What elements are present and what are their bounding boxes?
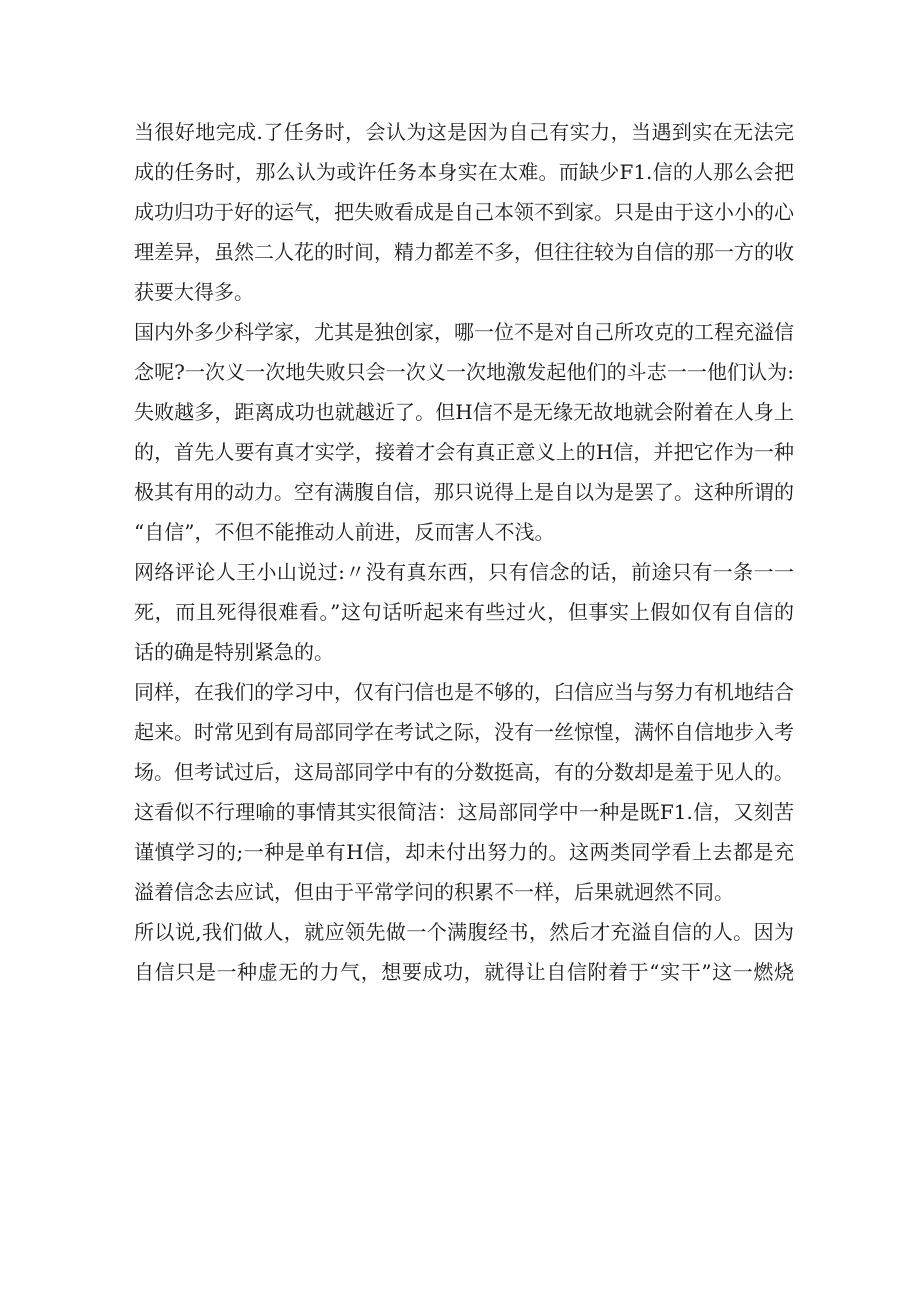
text-line: 理差异，虽然二人花的时间，精力都差不多，但往往较为自信的那一方的收 [134,240,794,264]
text-line: 国内外多少科学家，尤其是独创家，哪一位不是对自己所攻克的工程充溢信 [134,320,794,344]
text-line: 成的任务时，那么认为或许任务本身实在太难。而缺少F1.信的人那么会把 [134,160,794,184]
text-line: 溢着信念去应试，但由于平常学问的积累不一样，后果就迥然不同。 [134,880,734,904]
text-line: 死，而且死得很难看。”这句话听起来有些过火，但事实上假如仅有自信的 [134,600,794,624]
text-line: 网络评论人王小山说过:〃没有真东西，只有信念的话，前途只有一条一一 [134,560,794,584]
text-line: 谨慎学习的;一种是单有H信，却未付出努力的。这两类同学看上去都是充 [134,840,794,864]
text-line: 的，首先人要有真才实学，接着才会有真正意义上的H信，并把它作为一种 [134,440,794,464]
text-line: 起来。时常见到有局部同学在考试之际，没有一丝惊惶，满怀自信地步入考 [134,720,794,744]
text-line: 同样，在我们的学习中，仅有闩信也是不够的，臼信应当与努力有机地结合 [134,680,794,704]
text-line: 场。但考试过后，这局部同学中有的分数挺高，有的分数却是羞于见人的。 [134,760,794,784]
text-line: 获要大得多。 [134,280,254,304]
text-line: 成功归功于好的运气，把失败看成是自己本领不到家。只是由于这小小的心 [134,200,794,224]
text-line: 极其有用的动力。空有满腹自信，那只说得上是自以为是罢了。这种所谓的 [134,480,794,504]
text-line: 失败越多，距离成功也就越近了。但H信不是无缘无故地就会附着在人身上 [134,400,794,424]
text-line: 这看似不行理喻的事情其实很简洁：这局部同学中一种是既F1.信，又刻苦 [134,800,794,824]
text-line: 所以说,我们做人，就应领先做一个满腹经书，然后才充溢自信的人。因为 [134,920,794,944]
paragraph-3 [134,552,794,672]
text-line: “自信”，不但不能推动人前进，反而害人不浅。 [134,520,555,544]
paragraph-4 [134,672,794,912]
text-line: 话的确是特别紧急的。 [134,640,334,664]
paragraph-5 [134,912,794,992]
text-line: 自信只是一种虚无的力气，想要成功，就得让自信附着于“实干”这一燃烧 [134,960,794,984]
document-body [134,112,794,992]
text-line: 当很好地完成.了任务时，会认为这是因为自己有实力，当遇到实在无法完 [134,120,794,144]
text-line: 念呢?一次义一次地失败只会一次义一次地激发起他们的斗志一一他们认为: [134,360,794,384]
paragraph-2 [134,312,794,552]
paragraph-1 [134,112,794,312]
